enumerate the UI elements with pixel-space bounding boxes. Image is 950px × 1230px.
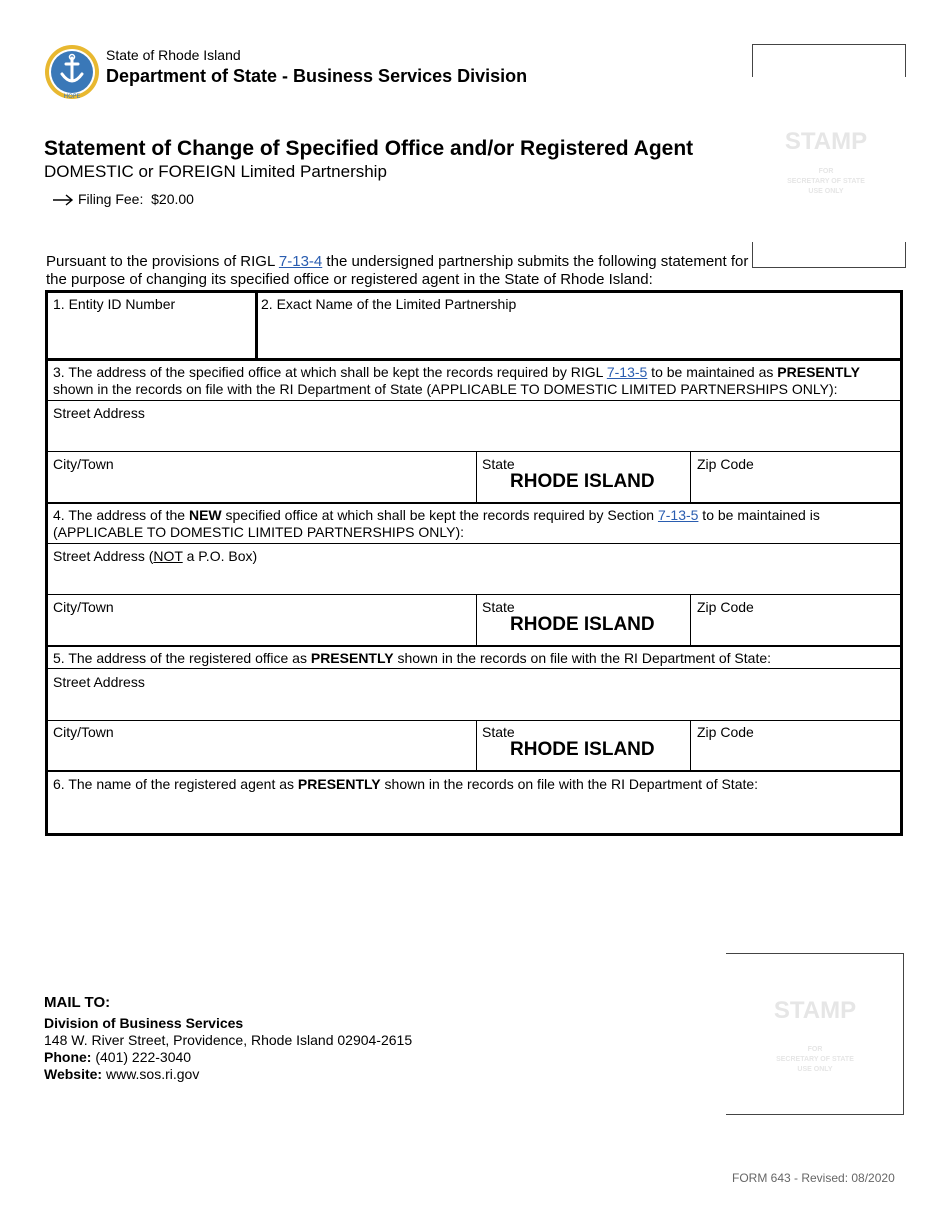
stamp-label: STAMP bbox=[784, 128, 868, 155]
mail-website: Website: www.sos.ri.gov bbox=[44, 1066, 200, 1082]
s5-street-label: Street Address bbox=[53, 674, 145, 690]
filing-fee: Filing Fee: $20.00 bbox=[52, 191, 194, 207]
form-title: Statement of Change of Specified Office and/or Registered Agent bbox=[44, 137, 694, 160]
s3-city-label: City/Town bbox=[53, 456, 114, 472]
section-5-heading: 5. The address of the registered office as PRESENTLY shown in the records on file with the RI Department of State: bbox=[53, 650, 772, 666]
section-7-13-5-link[interactable]: 7-13-5 bbox=[657, 507, 699, 523]
s5-zip-label: Zip Code bbox=[697, 724, 754, 740]
s5-state-label: State bbox=[482, 724, 515, 740]
s4-state-value: RHODE ISLAND bbox=[510, 614, 655, 635]
mail-to-title: MAIL TO: bbox=[44, 994, 111, 1011]
form-number: FORM 643 - Revised: 08/2020 bbox=[732, 1171, 895, 1185]
state-name: State of Rhode Island bbox=[106, 47, 241, 63]
department-name: Department of State - Business Services Division bbox=[106, 66, 528, 86]
s4-state-label: State bbox=[482, 599, 515, 615]
exact-name-label: 2. Exact Name of the Limited Partnership bbox=[261, 296, 517, 312]
s5-state-value: RHODE ISLAND bbox=[510, 739, 655, 760]
s3-state-label: State bbox=[482, 456, 515, 472]
section-4-heading: 4. The address of the NEW specified office at which shall be kept the records required by Section 7-13-5 to be maintained is (APPLICABLE TO DOMESTIC LIMITED PARTNERSHIPS ONLY): bbox=[53, 507, 820, 540]
form-table bbox=[45, 290, 903, 836]
section-6-heading: 6. The name of the registered agent as PRESENTLY shown in the records on file with the RI Department of State: bbox=[53, 776, 759, 792]
s3-state-value: RHODE ISLAND bbox=[510, 471, 655, 492]
seal-motto: HOPE bbox=[63, 93, 81, 100]
stamp-box-top bbox=[752, 44, 906, 77]
s3-street-label: Street Address bbox=[53, 405, 145, 421]
entity-id-label: 1. Entity ID Number bbox=[53, 296, 176, 312]
mail-address: 148 W. River Street, Providence, Rhode Island 02904-2615 bbox=[44, 1032, 413, 1048]
rigl-7-13-5-link[interactable]: 7-13-5 bbox=[606, 364, 648, 380]
s3-zip-label: Zip Code bbox=[697, 456, 754, 472]
s4-zip-label: Zip Code bbox=[697, 599, 754, 615]
s4-city-label: City/Town bbox=[53, 599, 114, 615]
stamp-box-bottom bbox=[752, 242, 906, 268]
rigl-7-13-4-link[interactable]: 7-13-4 bbox=[278, 253, 323, 270]
arrow-right-icon bbox=[52, 194, 74, 206]
form-subtitle: DOMESTIC or FOREIGN Limited Partnership bbox=[44, 162, 387, 181]
stamp-box-lower bbox=[726, 953, 904, 1115]
mail-org: Division of Business Services bbox=[44, 1015, 244, 1031]
mail-phone: Phone: (401) 222-3040 bbox=[44, 1049, 192, 1065]
intro-statement: Pursuant to the provisions of RIGL 7-13-4 the undersigned partnership submits the following statement for the purpose of changing its specified office or registered agent in the State of Rhode Island: bbox=[46, 253, 749, 288]
s4-street-label: Street Address (NOT a P.O. Box) bbox=[53, 548, 258, 564]
stamp-label-lower: STAMP bbox=[773, 997, 857, 1024]
stamp-note-lower: FOR SECRETARY OF STATE USE ONLY bbox=[776, 1046, 854, 1073]
s5-city-label: City/Town bbox=[53, 724, 114, 740]
stamp-note: FOR SECRETARY OF STATE USE ONLY bbox=[787, 168, 865, 195]
section-3-heading: 3. The address of the specified office at which shall be kept the records required by RIGL 7-13-5 to be maintained as PRESENTLY shown in the records on file with the RI Department of State (APPLICABLE TO DOMESTIC LIMITED PARTNERSHIPS ONLY): bbox=[53, 364, 861, 397]
state-seal bbox=[44, 44, 100, 100]
mail-to-block bbox=[44, 994, 412, 1083]
